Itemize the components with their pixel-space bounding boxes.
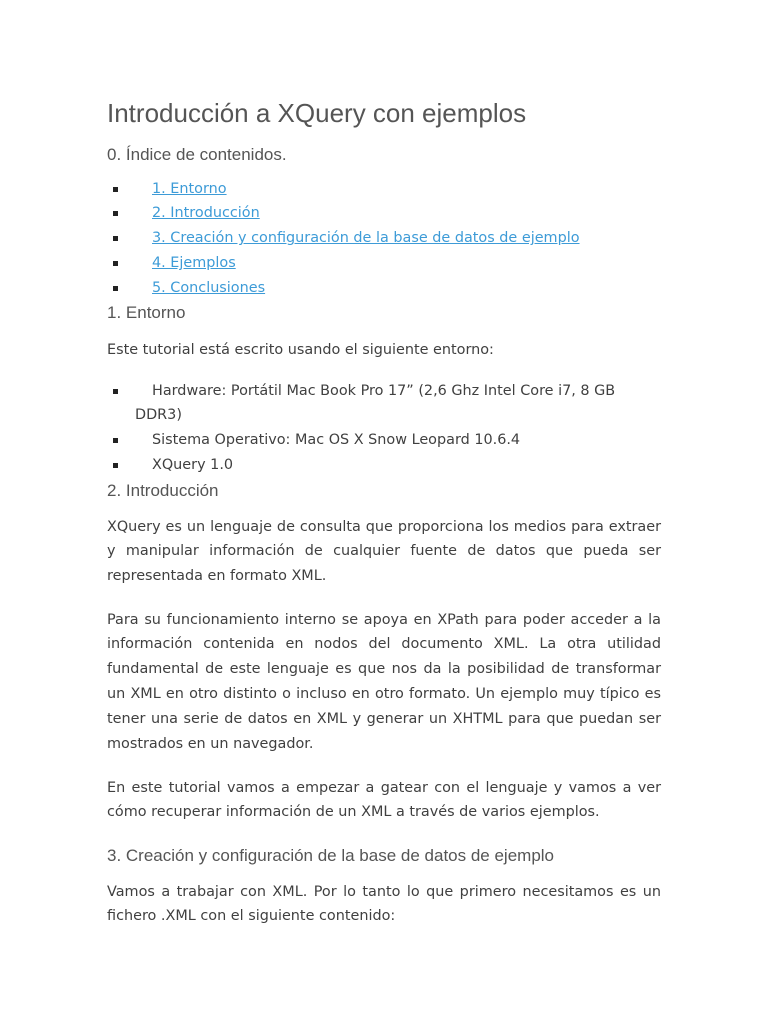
toc-link-conclusiones[interactable]: 5. Conclusiones bbox=[152, 279, 266, 296]
paragraph: Vamos a trabajar con XML. Por lo tanto lo que primero necesitamos es un fichero .XML con el siguiente contenido: bbox=[107, 883, 661, 925]
toc-item bbox=[135, 276, 661, 301]
page-title: Introducción a XQuery con ejemplos bbox=[107, 98, 527, 128]
bullet-icon bbox=[113, 211, 118, 216]
environment-item-xquery bbox=[135, 453, 661, 478]
environment-list bbox=[107, 379, 661, 478]
toc-item bbox=[135, 201, 661, 226]
toc-link-entorno[interactable]: 1. Entorno bbox=[152, 180, 227, 197]
toc-heading: 0. Índice de contenidos. bbox=[107, 145, 287, 164]
section-heading-introduccion: 2. Introducción bbox=[107, 481, 219, 500]
bullet-icon bbox=[113, 187, 118, 192]
list-item-text: Hardware: Portátil Mac Book Pro 17” (2,6 Ghz Intel Core i7, 8 GB DDR3) bbox=[135, 382, 616, 424]
environment-item-hardware bbox=[135, 379, 661, 429]
bullet-icon bbox=[113, 286, 118, 291]
bullet-icon bbox=[113, 438, 118, 443]
bullet-icon bbox=[113, 389, 118, 394]
environment-item-os bbox=[135, 428, 661, 453]
bullet-icon bbox=[113, 463, 118, 468]
toc-item bbox=[135, 251, 661, 276]
section-intro-text: Este tutorial está escrito usando el siguiente entorno: bbox=[107, 341, 494, 358]
toc-item bbox=[135, 177, 661, 202]
bullet-icon bbox=[113, 261, 118, 266]
paragraph: En este tutorial vamos a empezar a gatear con el lenguaje y vamos a ver cómo recuperar información de un XML a través de varios ejemplos. bbox=[107, 779, 661, 821]
list-item-text: Sistema Operativo: Mac OS X Snow Leopard 10.6.4 bbox=[152, 432, 521, 449]
list-item-text: XQuery 1.0 bbox=[152, 456, 234, 473]
bullet-icon bbox=[113, 236, 118, 241]
toc-link-introduccion[interactable]: 2. Introducción bbox=[152, 205, 260, 222]
toc-list bbox=[107, 177, 661, 301]
paragraph: Para su funcionamiento interno se apoya en XPath para poder acceder a la información contenida en nodos del documento XML. La otra utilidad fundamental de este lenguaje es que nos da la posibilidad de transformar un XML en otro distinto o incluso en otro formato. Un ejemplo muy típico es tener una serie de datos en XML y generar un XHTML para que puedan ser mostrados en un navegador. bbox=[107, 611, 661, 752]
section-heading-base-datos: 3. Creación y configuración de la base de datos de ejemplo bbox=[107, 846, 555, 865]
toc-item bbox=[135, 226, 661, 251]
toc-link-creacion-base-datos[interactable]: 3. Creación y configuración de la base de datos de ejemplo bbox=[152, 230, 580, 247]
toc-link-ejemplos[interactable]: 4. Ejemplos bbox=[152, 254, 236, 271]
paragraph: XQuery es un lenguaje de consulta que proporciona los medios para extraer y manipular información de cualquier fuente de datos que pueda ser representada en formato XML. bbox=[107, 518, 661, 585]
section-heading-entorno: 1. Entorno bbox=[107, 303, 186, 322]
